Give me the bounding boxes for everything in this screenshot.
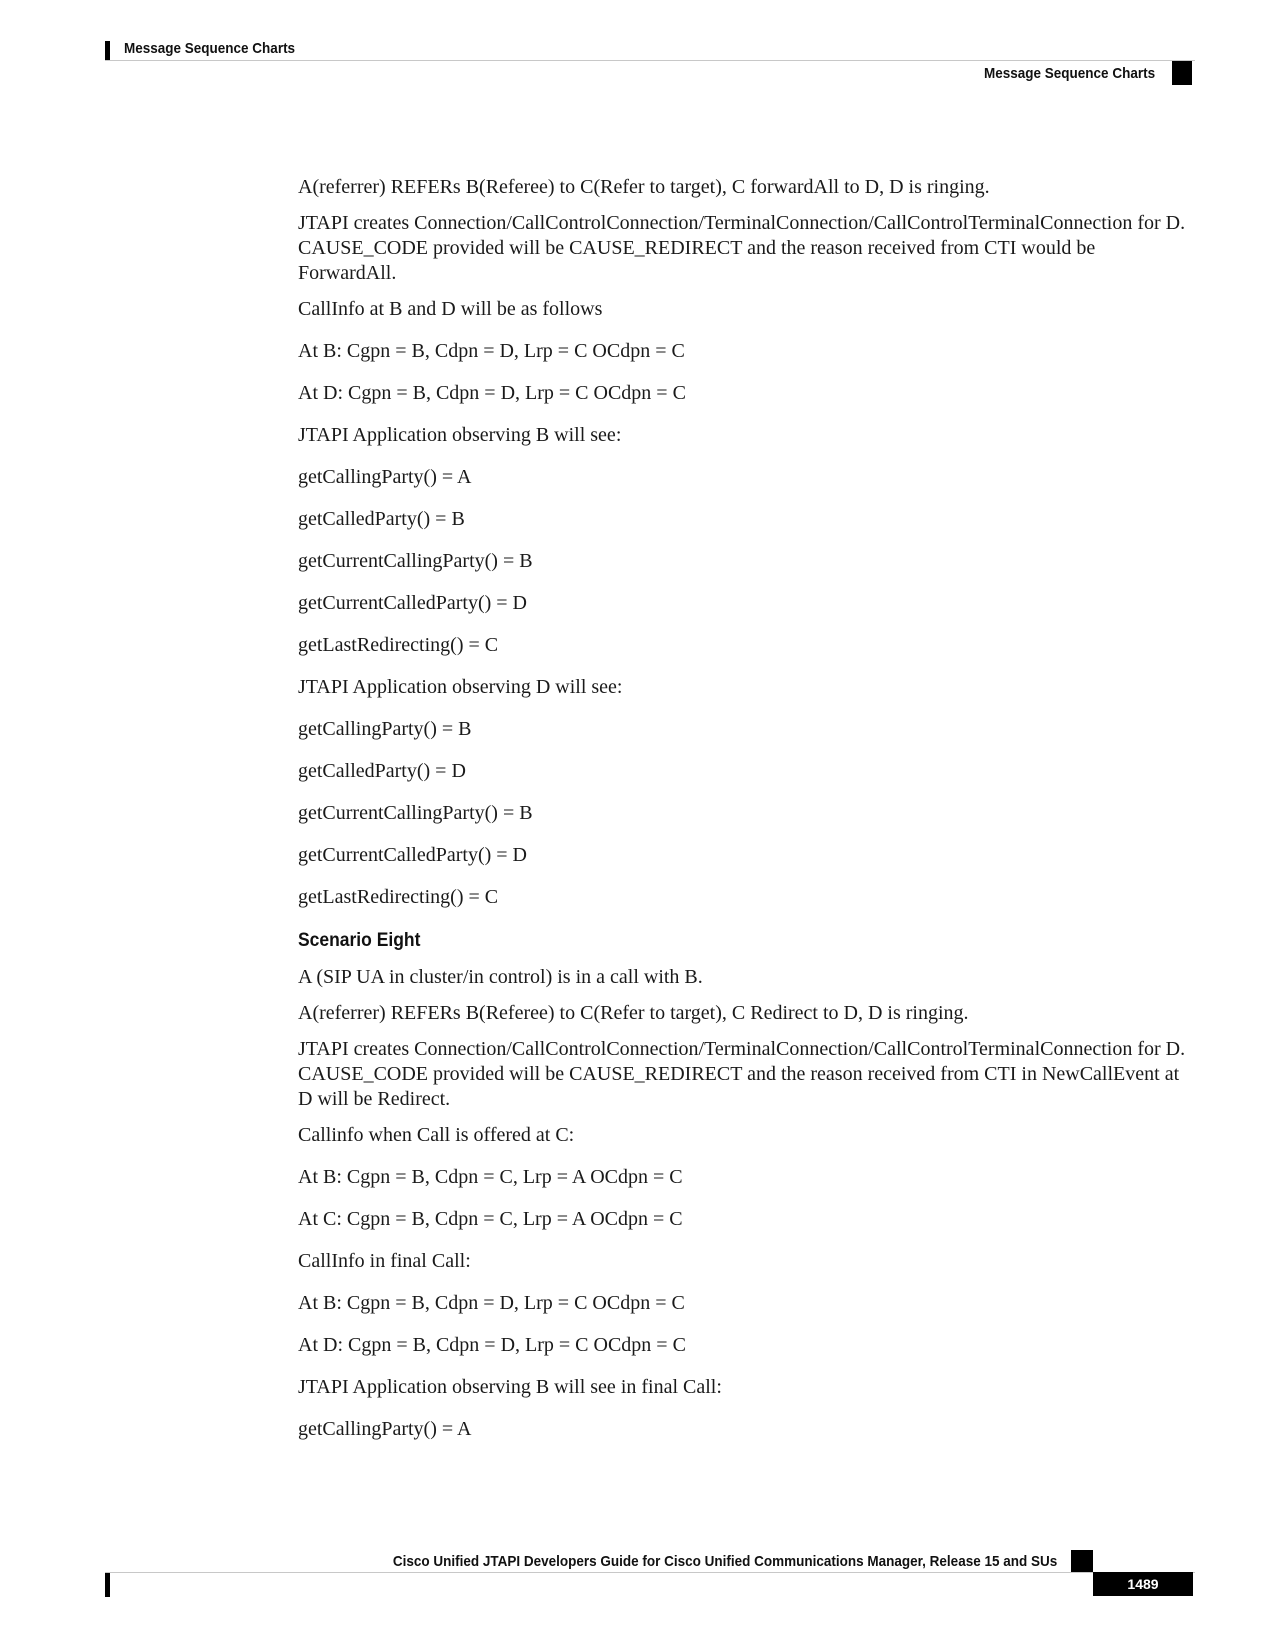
paragraph: CallInfo at B and D will be as follows [298, 298, 603, 320]
header-chapter-title: Message Sequence Charts [124, 40, 296, 57]
page-number: 1489 [1093, 1572, 1193, 1596]
footer-rule [105, 1572, 1195, 1573]
paragraph: JTAPI creates Connection/CallControlConnection/TerminalConnection/CallControlTerminalConnection for D. CAUSE_CODE provided will be CAUSE_REDIRECT and the reason received from CTI in NewCallEvent at D will be Redirect. [298, 1038, 1186, 1110]
paragraph: A (SIP UA in cluster/in control) is in a call with B. [298, 966, 703, 988]
paragraph: A(referrer) REFERs B(Referee) to C(Refer to target), C Redirect to D, D is ringing. [298, 1002, 969, 1024]
page-body [298, 175, 1198, 1459]
paragraph: JTAPI Application observing B will see in final Call: [298, 1376, 722, 1398]
paragraph: At B: Cgpn = B, Cdpn = D, Lrp = C OCdpn = C [298, 1292, 685, 1314]
header-right-block [1172, 61, 1192, 85]
paragraph: CallInfo in final Call: [298, 1250, 471, 1272]
paragraph: getLastRedirecting() = C [298, 634, 499, 656]
paragraph: getLastRedirecting() = C [298, 886, 499, 908]
footer-guide-title: Cisco Unified JTAPI Developers Guide for Cisco Unified Communications Manager, Release 15 and SUs [392, 1553, 1057, 1570]
paragraph: JTAPI Application observing D will see: [298, 676, 623, 698]
paragraph: JTAPI creates Connection/CallControlConnection/TerminalConnection/CallControlTerminalConnection for D. CAUSE_CODE provided will be CAUSE_REDIRECT and the reason received from CTI would be ForwardAll. [298, 212, 1186, 284]
paragraph: getCurrentCalledParty() = D [298, 592, 527, 614]
header-rule [105, 60, 1195, 61]
paragraph: getCallingParty() = B [298, 718, 472, 740]
paragraph: getCurrentCallingParty() = B [298, 550, 533, 572]
footer-left-bar [105, 1573, 110, 1597]
paragraph: getCurrentCallingParty() = B [298, 802, 533, 824]
paragraph: At D: Cgpn = B, Cdpn = D, Lrp = C OCdpn = C [298, 1334, 686, 1356]
paragraph: JTAPI Application observing B will see: [298, 424, 622, 446]
header-section-title: Message Sequence Charts [983, 65, 1155, 82]
paragraph: getCallingParty() = A [298, 466, 472, 488]
header-left-bar [105, 41, 110, 60]
footer-block [1071, 1550, 1093, 1572]
paragraph: At B: Cgpn = B, Cdpn = C, Lrp = A OCdpn = C [298, 1166, 683, 1188]
paragraph: getCalledParty() = B [298, 508, 465, 530]
paragraph: A(referrer) REFERs B(Referee) to C(Refer to target), C forwardAll to D, D is ringing. [298, 176, 990, 198]
section-heading: Scenario Eight [298, 930, 421, 951]
paragraph: getCallingParty() = A [298, 1418, 472, 1440]
paragraph: At D: Cgpn = B, Cdpn = D, Lrp = C OCdpn = C [298, 382, 686, 404]
paragraph: Callinfo when Call is offered at C: [298, 1124, 575, 1146]
paragraph: getCalledParty() = D [298, 760, 466, 782]
paragraph: At C: Cgpn = B, Cdpn = C, Lrp = A OCdpn = C [298, 1208, 683, 1230]
paragraph: getCurrentCalledParty() = D [298, 844, 527, 866]
paragraph: At B: Cgpn = B, Cdpn = D, Lrp = C OCdpn = C [298, 340, 685, 362]
